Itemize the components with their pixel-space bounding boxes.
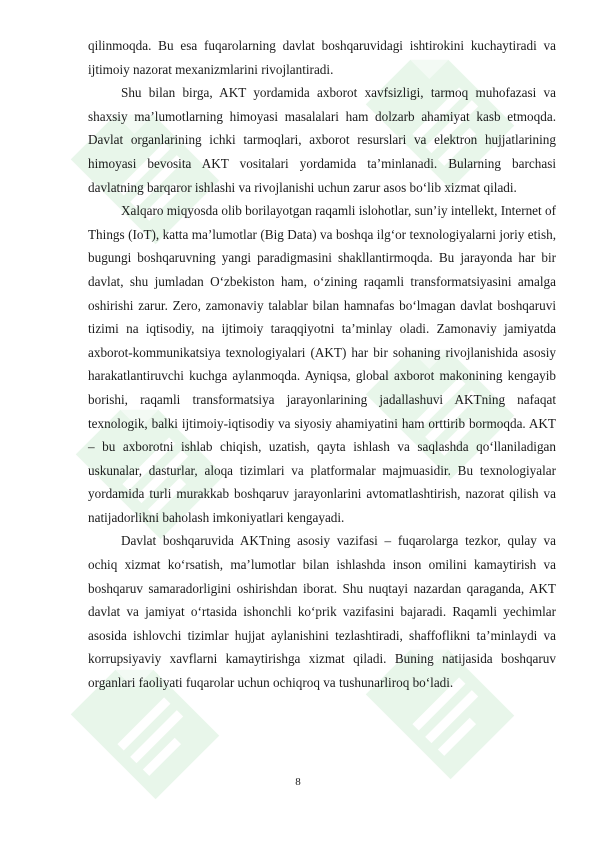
paragraph-ict-tasks: Davlat boshqaruvida AKTning asosiy vazifasi – fuqarolarga tezkor, qulay va ochiq xizmat ko‘rsatish, ma’lumotlar bilan ishlashda inson omilini kamaytirish va boshqaruv samaradorligini oshirishdan iborat. Shu nuqtayi nazardan qaraganda, AKT davlat va jamiyat o‘rtasida ishonchli ko‘prik vazifasini bajaradi. Raqamli yechimlar asosida ishlovchi tizimlar hujjat aylanishini tezlashtiradi, shaffoflikni ta’minlaydi va korrupsiyaviy xavflarni kamaytirishga xizmat qiladi. Buning natijasida boshqaruv organlari faoliyati fuqarolar uchun ochiqroq va tushunarliroq bo‘ladi. — [88, 533, 556, 691]
paragraph-continuation: qilinmoqda. Bu esa fuqarolarning davlat boshqaruvidagi ishtirokini kuchaytiradi va ijtimoiy nazorat mexanizmlarini rivojlantiradi. — [88, 38, 556, 77]
paragraph-security: Shu bilan birga, AKT yordamida axborot xavfsizligi, tarmoq muhofazasi va shaxsiy ma’lumotlarning himoyasi masalalari ham dolzarb ahamiyat kasb etmoqda. Davlat organlarining ichki tarmoqlari, axborot resurslari va elektron hujjatlarining himoyasi bevosita AKT vositalari yordamida ta’minlanadi. Bularning barchasi davlatning barqaror ishlashi va rivojlanishi uchun zarur asos bo‘lib xizmat qiladi. — [88, 85, 556, 195]
paragraph-digital-reforms: Xalqaro miqyosda olib borilayotgan raqamli islohotlar, sun’iy intellekt, Internet of Things (IoT), katta ma’lumotlar (Big Data) va boshqa ilg‘or texnologiyalarni joriy etish, bugungi boshqaruvning yangi paradigmasini shakllantirmoqda. Bu jarayonda har bir davlat, shu jumladan O‘zbekiston ham, o‘zining raqamli transformatsiyasini amalga oshirishi zarur. Zero, zamonaviy talablar bilan hamnafas bo‘lmagan davlat boshqaruvi tizimi na iqtisodiy, na ijtimoiy taraqqiyotni ta’minlay oladi. Zamonaviy jamiyatda axborot-kommunikatsiya texnologiyalari (AKT) har bir sohaning rivojlanishida asosiy harakatlantiruvchi kuchga aylanmoqda. Ayniqsa, global axborot makonining kengayib borishi, raqamli transformatsiya jarayonlarining jadallashuvi AKTning nafaqat texnologik, balki ijtimoiy-iqtisodiy va siyosiy ahamiyatini ham orttirib bormoqda. AKT – bu axborotni ishlab chiqish, uzatish, qayta ishlash va saqlashda qo‘llaniladigan uskunalar, dasturlar, aloqa tizimlari va platformalar majmuasidir. Bu texnologiyalar yordamida turli murakkab boshqaruv jarayonlarini avtomatlashtirish, nazorat qilish va natijadorlikni baholash imkoniyatlari kengayadi. — [88, 203, 556, 525]
document-body — [88, 34, 556, 695]
page-number: 8 — [295, 776, 301, 788]
